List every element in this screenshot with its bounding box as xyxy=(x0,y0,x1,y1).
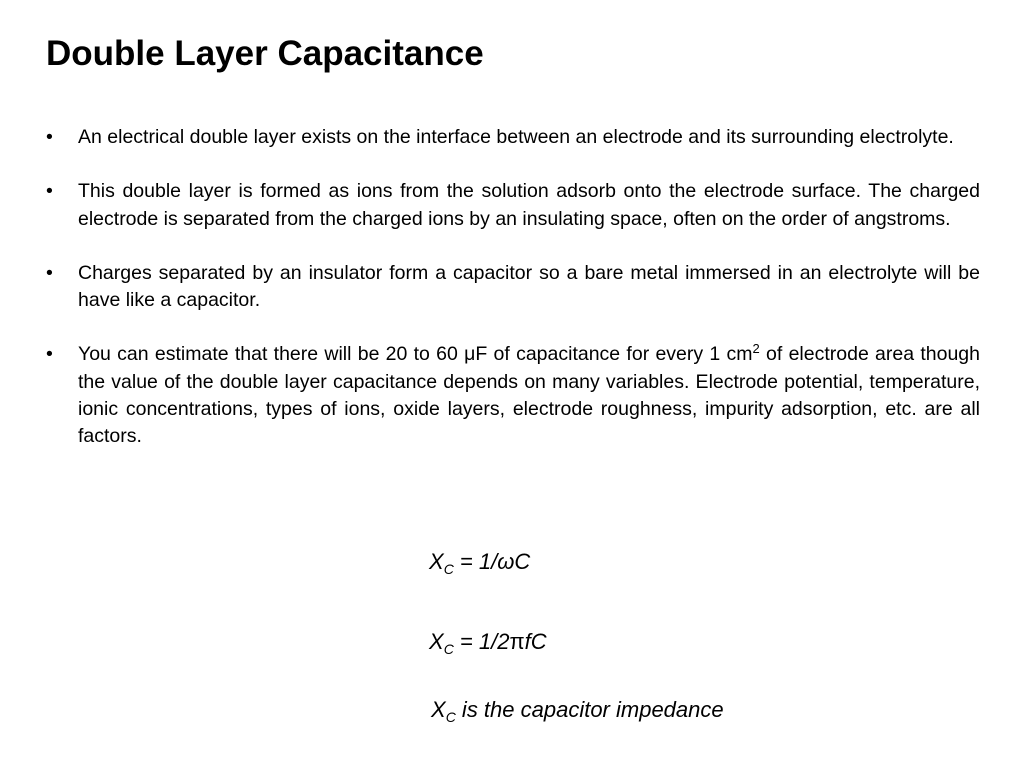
bullet-text-before-superscript: You can estimate that there will be 20 to 60 μF of capacitance for every 1 cm xyxy=(78,343,753,366)
formula-impedance-omega xyxy=(429,548,530,576)
bullet-text-after-superscript: of electrode area though the value of the double layer capacitance depends on many variables. Electrode potential, temperature, ionic concentrations, types of ions, oxide layers, electrode roughness, impurity adsorption, etc. are all factors. xyxy=(78,343,981,448)
formula-var: X xyxy=(429,629,444,654)
formula-sub: C xyxy=(443,561,454,577)
bullet-item xyxy=(46,260,980,315)
bullet-item xyxy=(46,341,980,450)
formula-sub: C xyxy=(445,709,456,725)
pi-symbol: π xyxy=(509,629,525,654)
formula-eq: = 1/2 xyxy=(453,629,510,654)
bullet-text: An electrical double layer exists on the interface between an electrode and its surrounding electrolyte. xyxy=(78,126,954,148)
omega-symbol: ω xyxy=(497,549,515,574)
bullet-marker: • xyxy=(46,261,53,284)
bullet-marker: • xyxy=(46,343,53,366)
formula-var: X xyxy=(429,549,444,574)
formula-tail: C xyxy=(514,549,531,574)
formula-caption xyxy=(431,696,724,724)
bullet-text: Charges separated by an insulator form a capacitor so a bare metal immersed in an electrolyte will be have like a capacitor. xyxy=(78,261,980,312)
bullet-item xyxy=(46,178,980,233)
formula-eq: = 1/ xyxy=(453,549,498,574)
formula-sub: C xyxy=(443,641,454,657)
formula-tail: fC xyxy=(524,629,547,654)
formula-impedance-frequency xyxy=(429,628,547,656)
bullet-list xyxy=(46,124,980,478)
superscript-2: 2 xyxy=(752,341,760,357)
bullet-text: This double layer is formed as ions from the solution adsorb onto the electrode surface. The charged electrode is separated from the charged ions by an insulating space, often on the order of angstroms. xyxy=(78,180,980,230)
bullet-marker: • xyxy=(46,126,53,148)
bullet-item xyxy=(46,124,980,151)
caption-text: is the capacitor impedance xyxy=(455,697,724,722)
formula-var: X xyxy=(431,697,446,722)
bullet-marker: • xyxy=(46,180,53,203)
slide-title: Double Layer Capacitance xyxy=(46,34,484,73)
